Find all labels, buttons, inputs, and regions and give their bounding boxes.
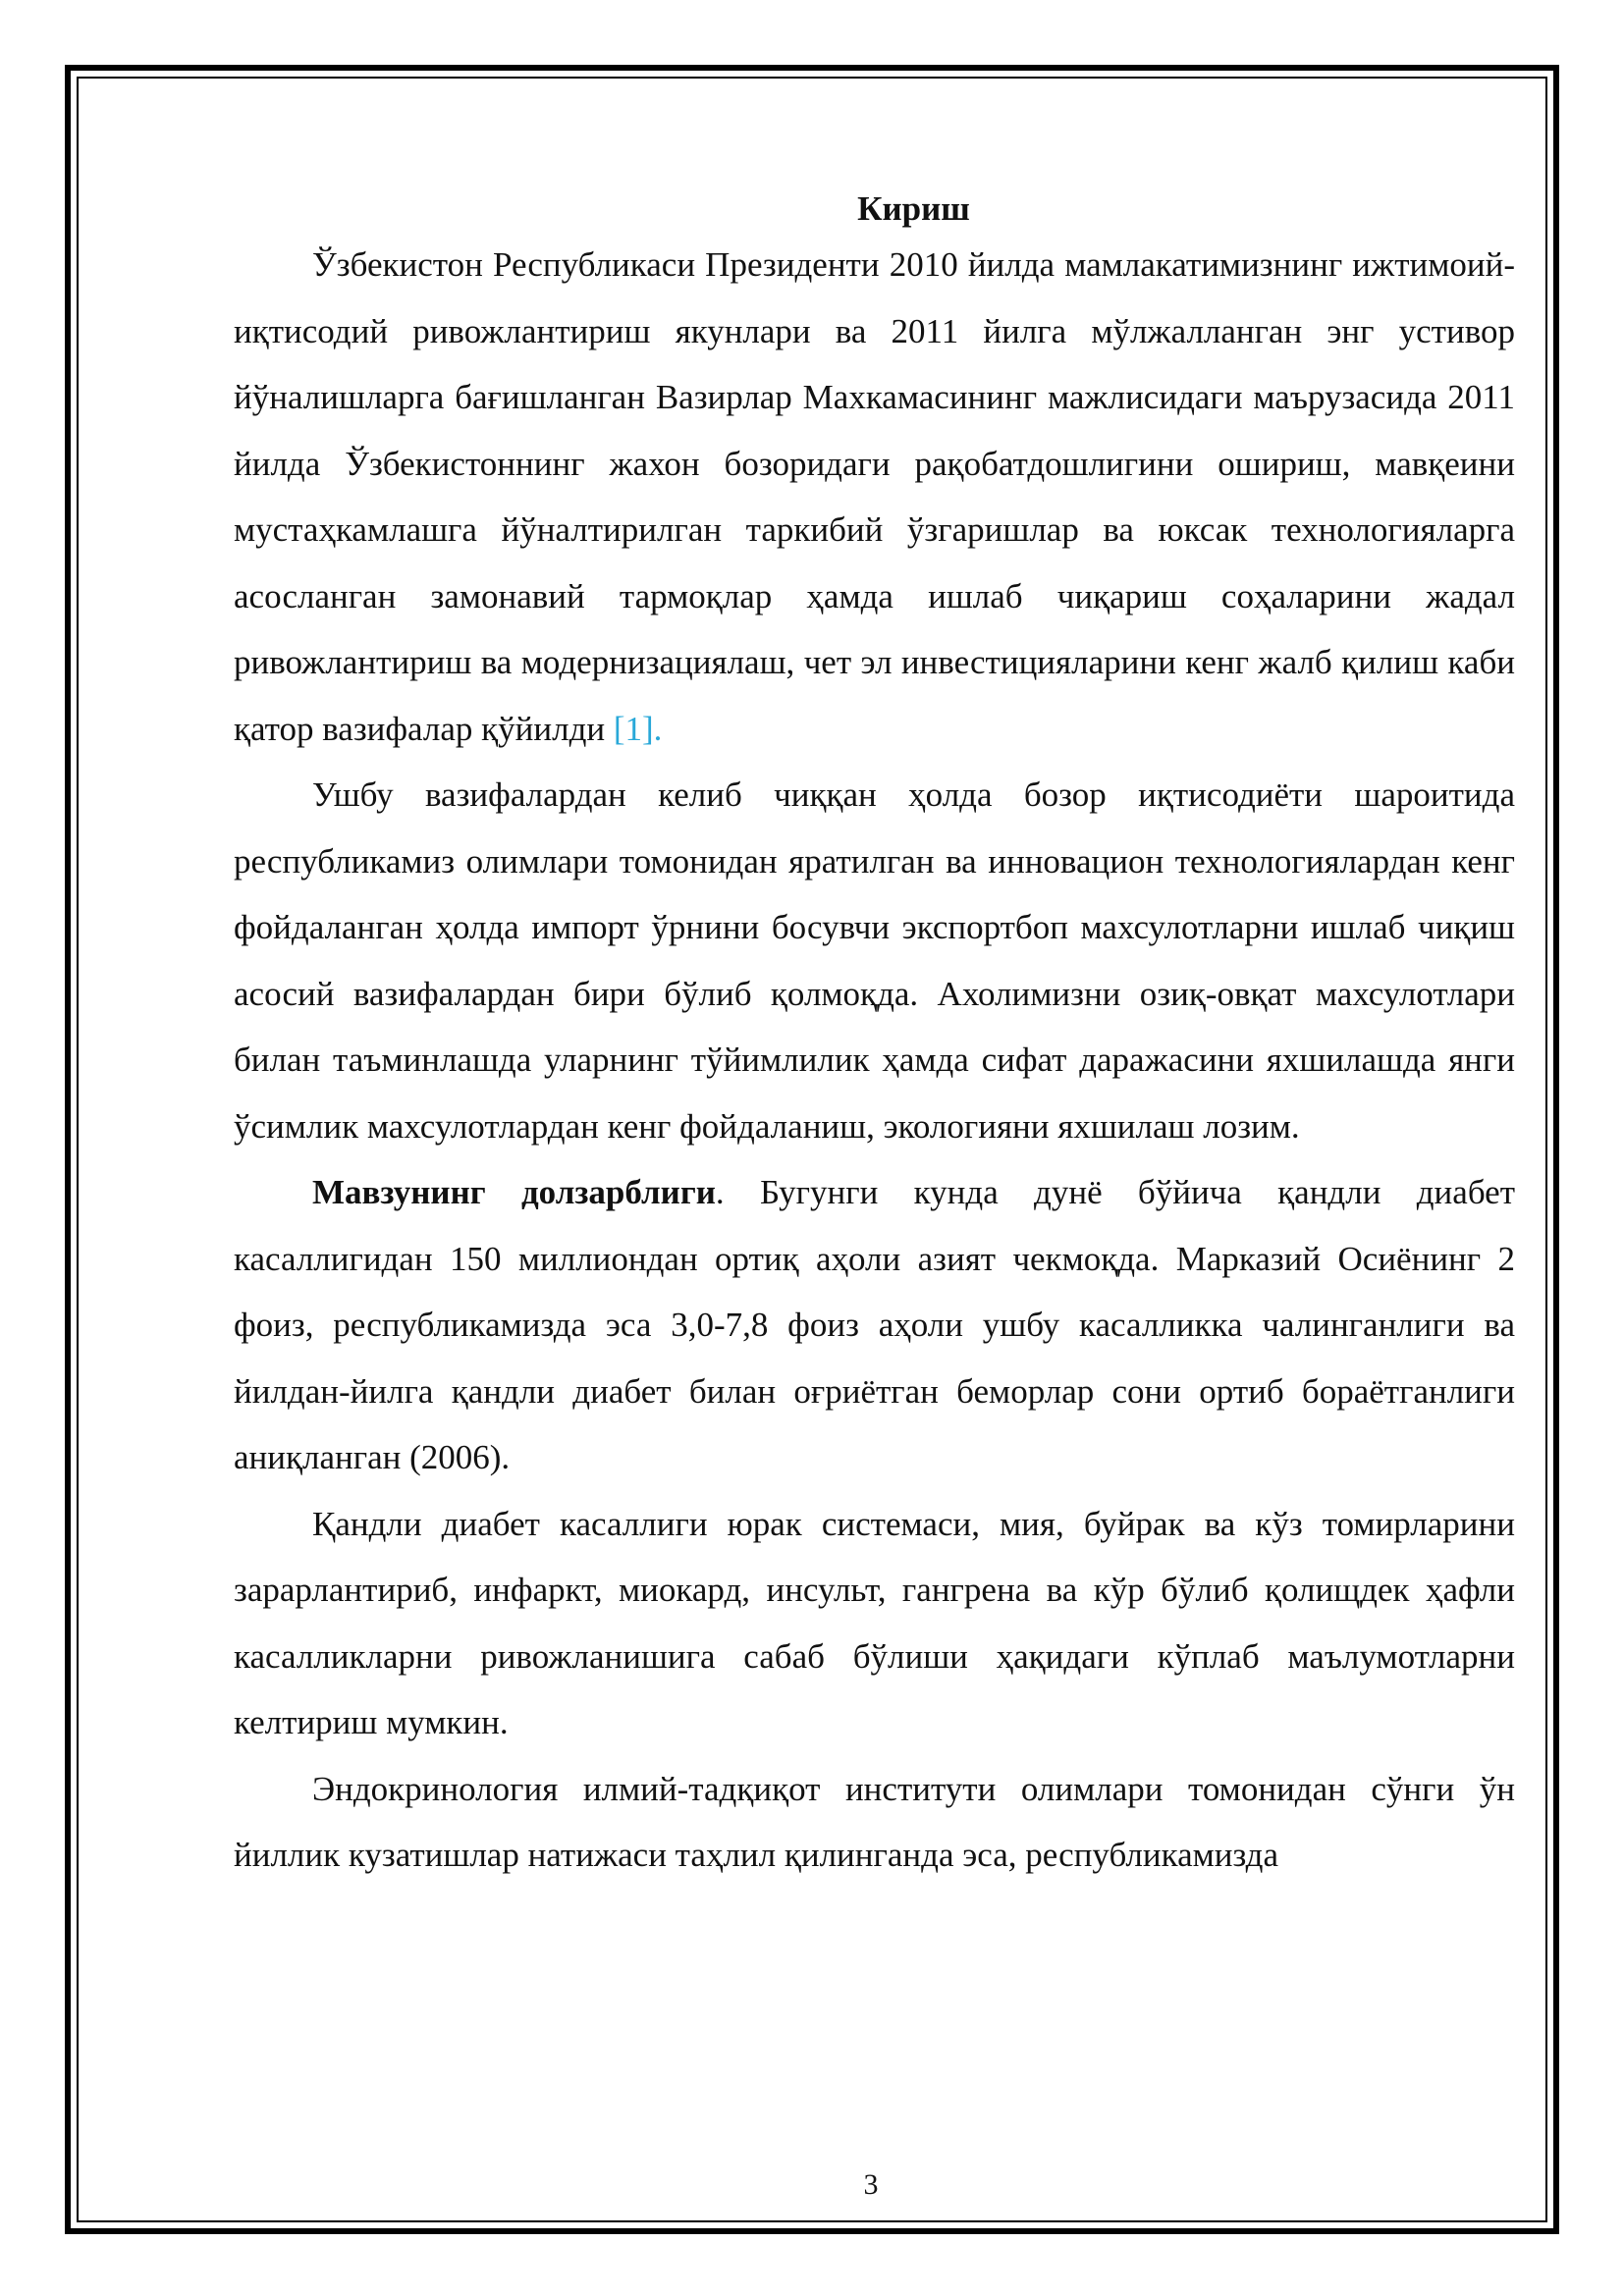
paragraph-4-text: Қандли диабет касаллиги юрак системаси, мия, буйрак ва кўз томирларини зарарлантириб, инфаркт, миокард, инсульт, гангрена ва кўр бўлиб қолищдек ҳафли касалликларни ривожланишига сабаб бўлиши ҳақидаги кўплаб маълумотларни келтириш мумкин.: [234, 1504, 1515, 1741]
citation-link[interactable]: [1].: [613, 709, 663, 748]
paragraph-2: [234, 762, 1515, 1159]
paragraph-5: [234, 1756, 1515, 1889]
page-number: 3: [863, 2168, 879, 2201]
document-heading: Кириш: [857, 189, 970, 228]
paragraph-1: [234, 232, 1515, 762]
paragraph-2-text: Ушбу вазифалардан келиб чиққан ҳолда бозор иқтисодиёти шароитида республикамиз олимлари томонидан яратилган ва инновацион технологиялардан кенг фойдаланган ҳолда импорт ўрнини босувчи экспортбоп махсулотларни ишлаб чиқиш асосий вазифалардан бири бўлиб қолмоқда. Ахолимизни озиқ-овқат махсулотлари билан таъминлашда уларнинг тўйимлилик ҳамда сифат даражасини яхшилашда янги ўсимлик махсулотлардан кенг фойдаланиш, экологияни яхшилаш лозим.: [234, 775, 1515, 1146]
paragraph-4: [234, 1491, 1515, 1756]
paragraph-3-text: . Бугунги кунда дунё бўйича қандли диабет касаллигидан 150 миллиондан ортиқ аҳоли азият чекмоқда. Марказий Осиёнинг 2 фоиз, республикамизда эса 3,0-7,8 фоиз аҳоли ушбу касалликка чалинганлиги ва йилдан-йилга қандли диабет билан оғриётган беморлар сони ортиб бораётганлиги аниқланган (2006).: [234, 1173, 1515, 1476]
topic-relevance-label: Мавзунинг долзарблиги: [312, 1173, 716, 1211]
paragraph-3: [234, 1159, 1515, 1491]
paragraph-1-text: Ўзбекистон Республикаси Президенти 2010 йилда мамлакатимизнинг ижтимоий-иқтисодий ривожлантириш якунлари ва 2011 йилга мўлжалланган энг устивор йўналишларга бағишланган Вазирлар Махкамасининг мажлисидаги маърузасида 2011 йилда Ўзбекистоннинг жахон бозоридаги рақобатдошлигини ошириш, мавқеини мустаҳкамлашга йўналтирилган таркибий ўзгаришлар ва юксак технологияларга асосланган замонавий тармоқлар ҳамда ишлаб чиқариш соҳаларини жадал ривожлантириш ва модернизациялаш, чет эл инвестицияларини кенг жалб қилиш каби қатор вазифалар қўйилди: [234, 245, 1515, 748]
paragraph-5-text: Эндокринология илмий-тадқиқот институти олимлари томонидан сўнги ўн йиллик кузатишлар натижаси таҳлил қилинганда эса, республикамизда: [234, 1769, 1515, 1874]
document-body: [234, 187, 1515, 1889]
